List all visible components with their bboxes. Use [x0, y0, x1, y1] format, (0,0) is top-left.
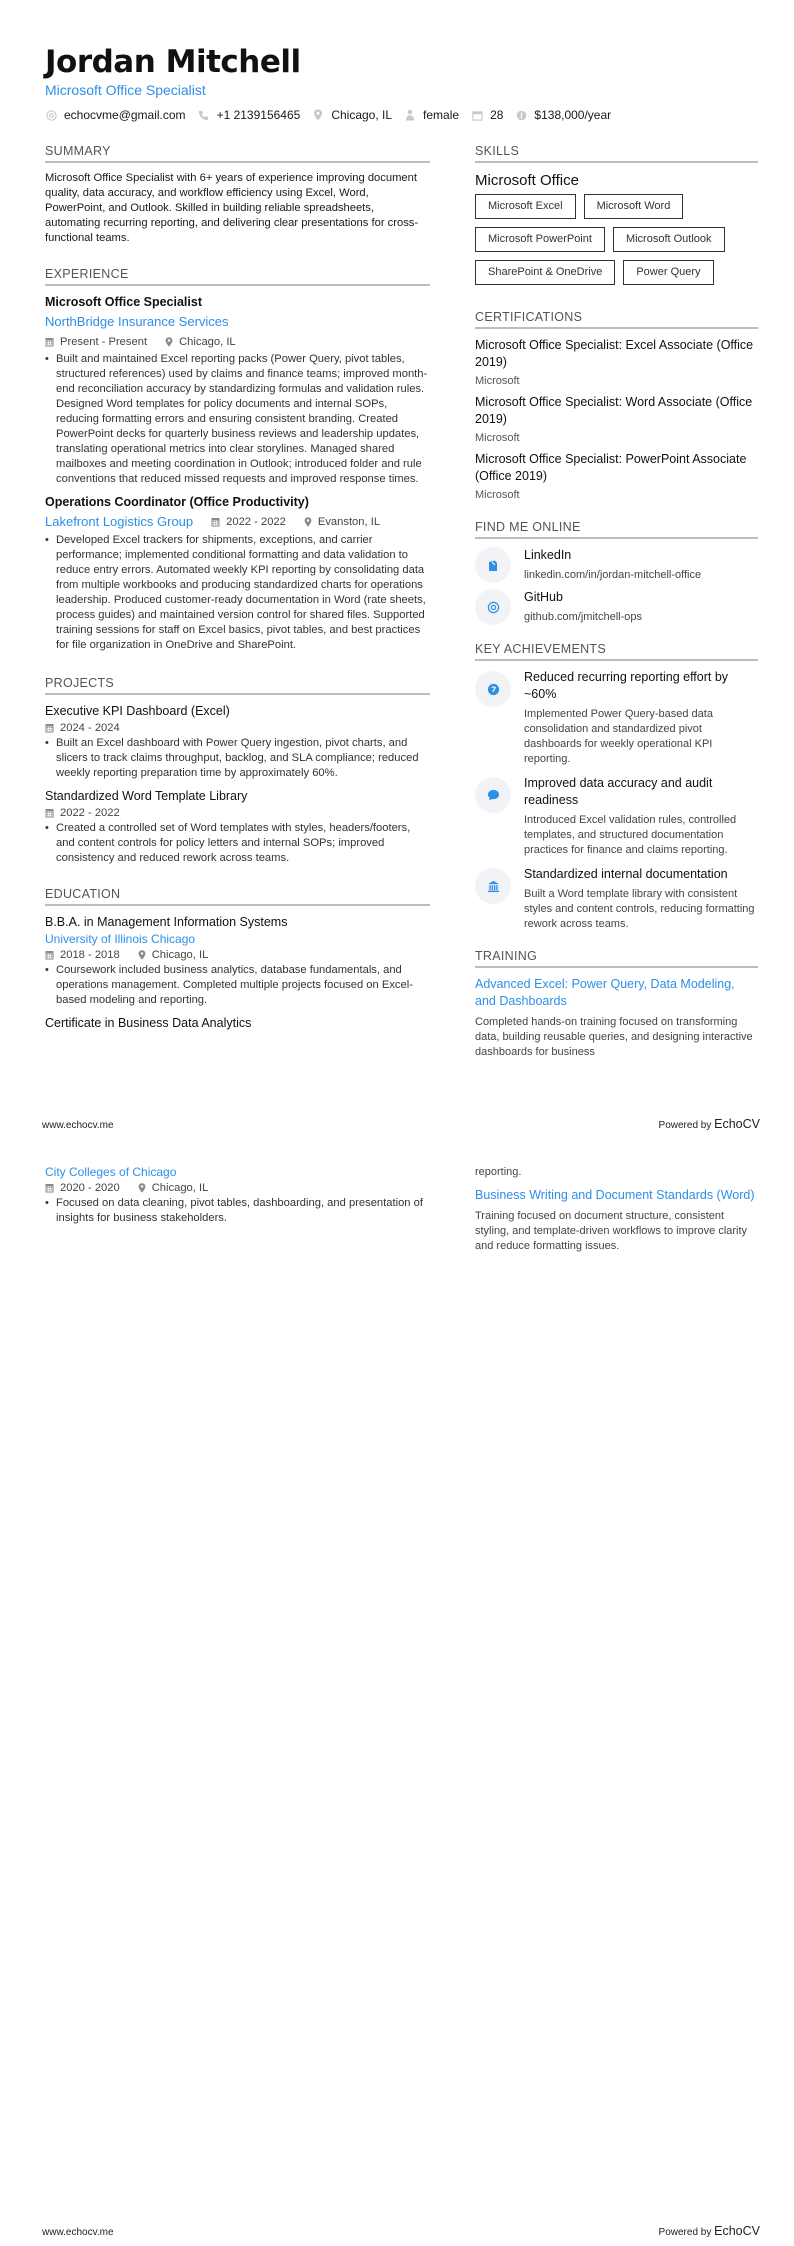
- training-item: [475, 1187, 758, 1254]
- page-footer: [42, 2224, 760, 2238]
- education-location: [138, 1180, 209, 1196]
- at-icon: [475, 589, 511, 625]
- certification-item: [475, 451, 758, 503]
- badge-icon: [475, 671, 511, 707]
- certification-item: [475, 394, 758, 446]
- powered-label: Powered by: [658, 1120, 712, 1131]
- certification-title: Microsoft Office Specialist: Word Associate (Office 2019): [475, 395, 753, 426]
- experience-item: [45, 294, 430, 487]
- training-title: Advanced Excel: Power Query, Data Modeling, and Dashboards: [475, 977, 735, 1008]
- project-item: [45, 788, 430, 866]
- skills-heading: SKILLS: [475, 143, 758, 163]
- dates-text: 2024 - 2024: [60, 722, 120, 734]
- bullet-text: Built an Excel dashboard with Power Query ingestion, pivot charts, and slicers to track claims throughput, backlog, and SLA compliance; reduced weekly reporting preparation time by approximately 60%.: [56, 737, 419, 779]
- footer-site[interactable]: www.echocv.me: [42, 2227, 114, 2238]
- calendar-icon: [45, 337, 54, 347]
- chat-bubble-icon: [475, 777, 511, 813]
- resume-page-2: [0, 1120, 794, 2246]
- online-url[interactable]: linkedin.com/in/jordan-mitchell-office: [524, 569, 702, 581]
- project-dates: [45, 805, 120, 821]
- contact-salary: [515, 108, 611, 122]
- skill-group-title: Microsoft Office: [475, 172, 579, 189]
- skill-tag: Microsoft Excel: [475, 194, 576, 219]
- candidate-title: Microsoft Office Specialist: [45, 82, 206, 98]
- calendar-icon: [45, 808, 54, 818]
- bank-icon: [475, 868, 511, 904]
- dates-text: 2018 - 2018: [60, 949, 120, 961]
- footer-site[interactable]: www.echocv.me: [42, 1120, 114, 1131]
- job-location: [304, 514, 380, 530]
- phone-icon: [198, 109, 210, 121]
- job-bullet: [45, 533, 430, 653]
- at-icon: [45, 109, 57, 121]
- calendar-icon: [45, 1183, 54, 1193]
- school-name: University of Illinois Chicago: [45, 932, 196, 946]
- education-location: [138, 947, 209, 963]
- job-dates: [211, 514, 286, 530]
- bullet-text: Created a controlled set of Word templates with styles, headers/footers, and content controls for policy letters and internal SOPs; improved consistency and reduced rework across teams.: [56, 822, 411, 864]
- achievement-title: Standardized internal documentation: [524, 867, 728, 881]
- education-meta: [45, 1180, 430, 1196]
- certification-org: Microsoft: [475, 432, 520, 444]
- achievement-desc: Built a Word template library with consistent styles and content controls, reducing formatting rework across teams.: [524, 888, 755, 930]
- achievements-heading: KEY ACHIEVEMENTS: [475, 641, 758, 661]
- summary-text: Microsoft Office Specialist with 6+ years of experience improving document quality, data accuracy, and workflow efficiency using Excel, Word, PowerPoint, and Outlook. Skilled in building reliable spreadsheets, automating recurring reporting, and delivering clear presentations for cross-functional teams.: [45, 172, 419, 244]
- map-pin-icon: [138, 950, 146, 960]
- person-icon: [404, 109, 416, 121]
- dates-text: 2020 - 2020: [60, 1182, 120, 1194]
- achievement-item: [475, 669, 758, 767]
- money-icon: [515, 109, 527, 121]
- email-text: echocvme@gmail.com: [64, 108, 186, 122]
- resume-header: [45, 44, 301, 99]
- certification-title: Microsoft Office Specialist: PowerPoint Associate (Office 2019): [475, 452, 747, 483]
- job-meta: [45, 334, 430, 350]
- location-text: Chicago, IL: [151, 1182, 209, 1194]
- training-item: [475, 976, 758, 1060]
- skill-tag: SharePoint & OneDrive: [475, 260, 615, 285]
- location-text: Chicago, IL: [151, 949, 209, 961]
- bullet-dot: •: [45, 964, 49, 976]
- calendar-icon: [211, 517, 220, 527]
- candidate-name: Jordan Mitchell: [45, 44, 301, 80]
- skill-tag: Microsoft PowerPoint: [475, 227, 605, 252]
- bullet-text: Built and maintained Excel reporting packs (Power Query, pivot tables, structured references) used by claims and finance teams; improved month-end reconciliation accuracy by standardizing formulas and validation rules. Designed Word templates for policy documents and internal SOPs, reducing formatting errors and ensuring consistent branding. Created PowerPoint decks for quarterly business reviews and leadership updates, translating operational metrics into clear storylines. Managed shared mailboxes and meeting coordination in Outlook; introduced folder and rule conventions that reduced missed requests and improved response times.: [56, 353, 428, 485]
- bullet-text: Coursework included business analytics, database fundamentals, and operations management. Completed multiple projects focused on Excel-based modeling and reporting.: [56, 964, 413, 1006]
- training-heading: TRAINING: [475, 948, 758, 968]
- project-dates: [45, 720, 120, 736]
- education-item: [45, 1015, 430, 1032]
- education-dates: [45, 947, 120, 963]
- location-text: Chicago, IL: [179, 336, 236, 348]
- powered-label: Powered by: [658, 2227, 712, 2238]
- skill-tags: [475, 194, 758, 293]
- project-bullet: [45, 821, 430, 866]
- dates-text: 2022 - 2022: [226, 516, 286, 528]
- training-desc-continued: reporting.: [475, 1166, 522, 1178]
- calendar-icon: [45, 723, 54, 733]
- training-desc: Training focused on document structure, consistent styling, and template-driven workflows to improve clarity and reduce formatting issues.: [475, 1210, 748, 1252]
- education-heading: EDUCATION: [45, 886, 430, 906]
- education-item: [45, 914, 430, 1008]
- projects-heading: PROJECTS: [45, 675, 430, 695]
- job-meta: [45, 513, 430, 531]
- training-desc: Completed hands-on training focused on transforming data, building reusable queries, and designing interactive dashboards for business: [475, 1016, 753, 1058]
- map-pin-icon: [165, 337, 173, 347]
- location-text: Evanston, IL: [317, 516, 381, 528]
- age-text: 28: [490, 108, 504, 122]
- certification-title: Microsoft Office Specialist: Excel Associate (Office 2019): [475, 338, 754, 369]
- company-name: Lakefront Logistics Group: [45, 514, 194, 529]
- online-label: GitHub: [524, 590, 563, 604]
- summary-heading: SUMMARY: [45, 143, 430, 163]
- left-column: [45, 143, 430, 1032]
- dates-text: Present - Present: [60, 336, 148, 348]
- certification-org: Microsoft: [475, 375, 520, 387]
- gender-text: female: [423, 108, 460, 122]
- experience-item: [45, 494, 430, 653]
- right-column-continued: [475, 1165, 758, 1254]
- map-pin-icon: [312, 109, 324, 121]
- company-name: NorthBridge Insurance Services: [45, 314, 229, 329]
- certification-org: Microsoft: [475, 489, 520, 501]
- achievement-title: Improved data accuracy and audit readiness: [524, 776, 713, 807]
- achievement-item: [475, 866, 758, 932]
- job-location: [165, 334, 236, 350]
- skill-tag: Power Query: [623, 260, 713, 285]
- degree-title: B.B.A. in Management Information Systems: [45, 915, 288, 929]
- contact-phone: [198, 108, 301, 122]
- certifications-heading: CERTIFICATIONS: [475, 309, 758, 329]
- education-dates: [45, 1180, 120, 1196]
- achievement-item: [475, 775, 758, 858]
- project-meta: [45, 720, 430, 736]
- map-pin-icon: [138, 1183, 146, 1193]
- phone-text: +1 2139156465: [216, 108, 301, 122]
- online-item-linkedin[interactable]: [475, 547, 758, 583]
- map-pin-icon: [304, 517, 312, 527]
- online-url[interactable]: github.com/jmitchell-ops: [524, 611, 642, 623]
- calendar-icon: [471, 109, 483, 121]
- brand-name: EchoCV: [714, 2224, 760, 2238]
- education-meta: [45, 947, 430, 963]
- achievement-desc: Introduced Excel validation rules, controlled templates, and structured documentation practices for finance and claims reporting.: [524, 814, 737, 856]
- bullet-text: Developed Excel trackers for shipments, exceptions, and carrier performance; implemented conditional formatting and data validation to reduce entry errors. Automated weekly KPI reporting by consolidating data from multiple workbooks and producing standardized charts for operations leadership. Produced customer-ready documentation in Word (rate sheets, process guides) and maintained version control for shared files. Supported training sessions for staff on Excel basics, pivot tables, and best practices for file organization in OneDrive and SharePoint.: [56, 534, 426, 651]
- job-title: Operations Coordinator (Office Productivity): [45, 495, 309, 509]
- skill-tag: Microsoft Word: [584, 194, 684, 219]
- skill-tag: Microsoft Outlook: [613, 227, 725, 252]
- location-text: Chicago, IL: [331, 108, 393, 122]
- bullet-dot: •: [45, 534, 49, 546]
- contact-age: [471, 108, 503, 122]
- right-column: [475, 143, 758, 1060]
- project-item: [45, 703, 430, 781]
- education-bullet: [45, 963, 430, 1008]
- dates-text: 2022 - 2022: [60, 807, 120, 819]
- online-heading: FIND ME ONLINE: [475, 519, 758, 539]
- powered-by: [659, 2224, 760, 2238]
- project-title: Executive KPI Dashboard (Excel): [45, 704, 230, 718]
- achievement-title: Reduced recurring reporting effort by ~60%: [524, 670, 729, 701]
- left-column-continued: [45, 1164, 430, 1226]
- project-bullet: [45, 736, 430, 781]
- brand-name: EchoCV: [714, 1117, 760, 1131]
- training-title: Business Writing and Document Standards (Word): [475, 1188, 755, 1202]
- project-meta: [45, 805, 430, 821]
- linkedin-icon: [475, 547, 511, 583]
- calendar-icon: [45, 950, 54, 960]
- school-name: City Colleges of Chicago: [45, 1165, 177, 1179]
- online-label: LinkedIn: [524, 548, 572, 562]
- achievement-desc: Implemented Power Query-based data consolidation and standardized pivot dashboards for weekly operational KPI reporting.: [524, 708, 713, 765]
- contact-gender: [404, 108, 459, 122]
- contact-email: [45, 108, 186, 122]
- education-bullet: [45, 1196, 430, 1226]
- certification-item: [475, 337, 758, 389]
- project-title: Standardized Word Template Library: [45, 789, 248, 803]
- bullet-dot: •: [45, 737, 49, 749]
- job-title: Microsoft Office Specialist: [45, 295, 202, 309]
- bullet-text: Focused on data cleaning, pivot tables, dashboarding, and presentation of insights for business stakeholders.: [56, 1197, 423, 1224]
- contact-location: [312, 108, 392, 122]
- experience-heading: EXPERIENCE: [45, 266, 430, 286]
- salary-text: $138,000/year: [534, 108, 612, 122]
- job-bullet: [45, 352, 430, 487]
- job-dates: [45, 334, 147, 350]
- bullet-dot: •: [45, 1197, 49, 1209]
- contact-bar: [45, 108, 623, 122]
- degree-title: Certificate in Business Data Analytics: [45, 1016, 252, 1030]
- bullet-dot: •: [45, 822, 49, 834]
- online-item-github[interactable]: [475, 589, 758, 625]
- bullet-dot: •: [45, 353, 49, 365]
